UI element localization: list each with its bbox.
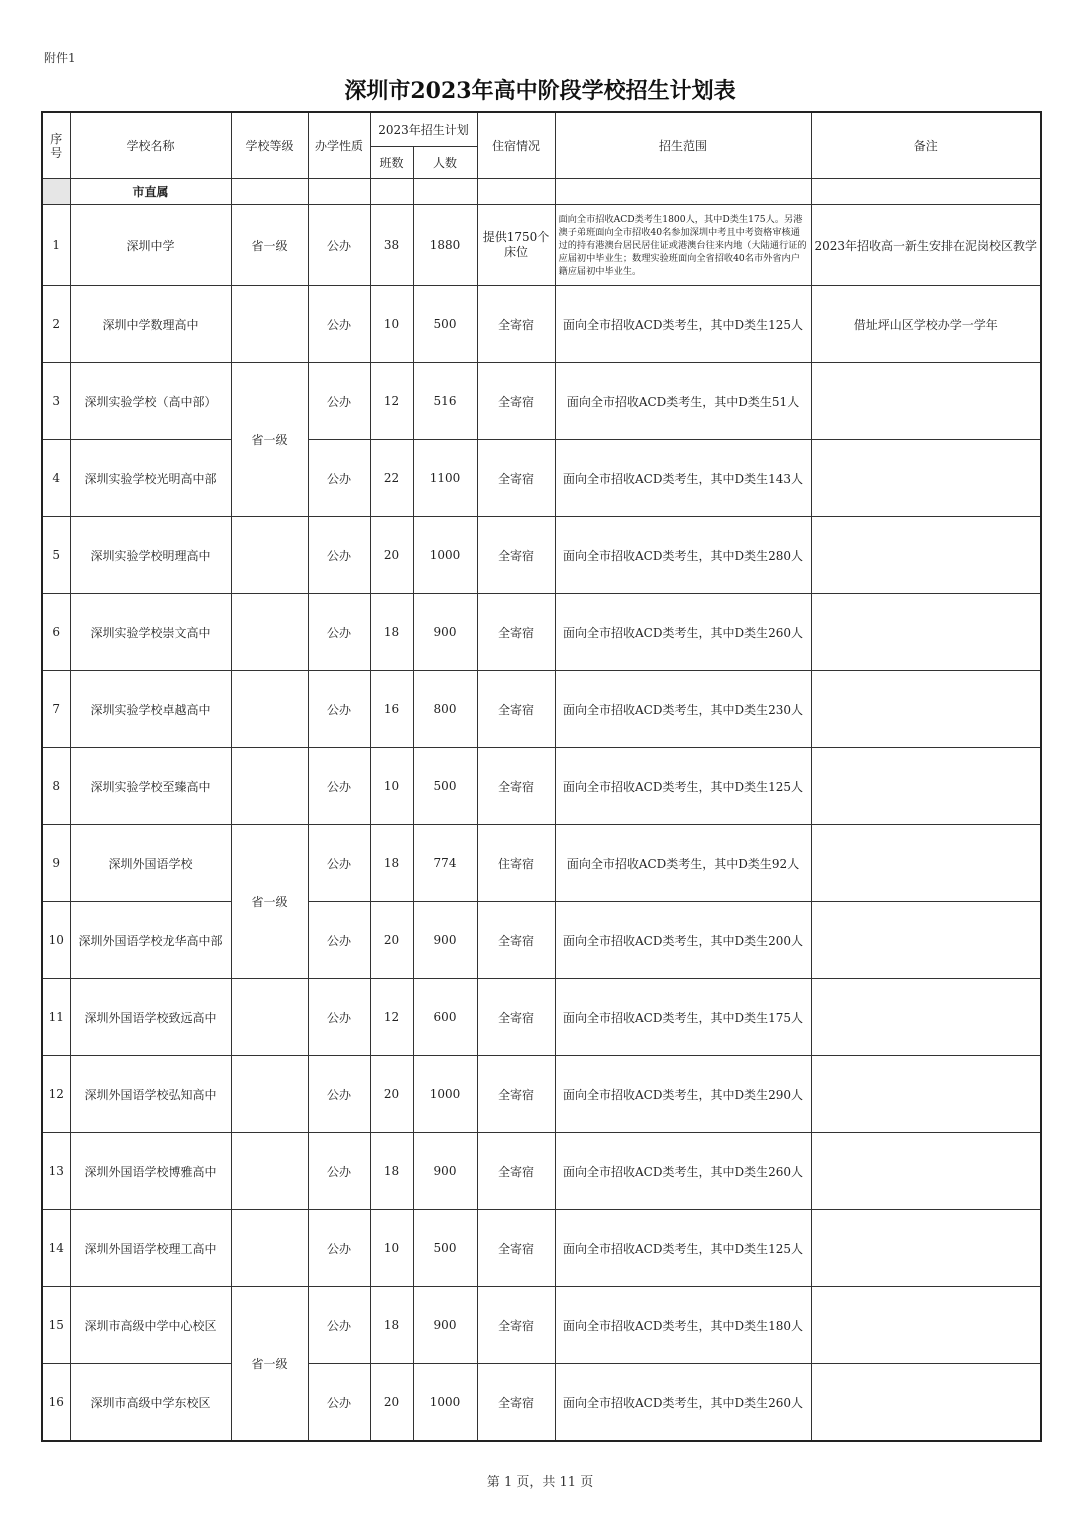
row-nature: 公办 bbox=[308, 1210, 370, 1287]
row-school-name: 深圳实验学校至臻高中 bbox=[70, 748, 231, 825]
row-students: 500 bbox=[413, 1210, 477, 1287]
row-dorm: 全寄宿 bbox=[477, 440, 555, 517]
table-row bbox=[42, 671, 1041, 748]
section-row bbox=[42, 179, 1041, 205]
row-seq: 16 bbox=[42, 1364, 70, 1442]
row-students: 900 bbox=[413, 902, 477, 979]
row-dorm: 全寄宿 bbox=[477, 1364, 555, 1442]
row-nature: 公办 bbox=[308, 902, 370, 979]
section-name: 市直属 bbox=[70, 179, 231, 205]
row-students: 1000 bbox=[413, 1364, 477, 1442]
row-dorm: 全寄宿 bbox=[477, 517, 555, 594]
row-range: 面向全市招收ACD类考生，其中D类生260人 bbox=[555, 1133, 811, 1210]
row-note bbox=[811, 517, 1041, 594]
row-range: 面向全市招收ACD类考生，其中D类生51人 bbox=[555, 363, 811, 440]
row-school-name: 深圳外国语学校 bbox=[70, 825, 231, 902]
row-level: 省一级 bbox=[231, 825, 308, 979]
header-students: 人数 bbox=[413, 147, 477, 179]
row-note bbox=[811, 1287, 1041, 1364]
row-school-name: 深圳中学数理高中 bbox=[70, 286, 231, 363]
footer-page-total: 11 bbox=[559, 1475, 577, 1490]
header-dorm: 住宿情况 bbox=[477, 112, 555, 179]
row-nature: 公办 bbox=[308, 440, 370, 517]
table-row bbox=[42, 1056, 1041, 1133]
row-students: 500 bbox=[413, 748, 477, 825]
row-school-name: 深圳外国语学校理工高中 bbox=[70, 1210, 231, 1287]
row-range: 面向全市招收ACD类考生，其中D类生260人 bbox=[555, 1364, 811, 1442]
row-classes: 20 bbox=[370, 517, 413, 594]
row-students: 800 bbox=[413, 671, 477, 748]
row-nature: 公办 bbox=[308, 1056, 370, 1133]
row-school-name: 深圳外国语学校弘知高中 bbox=[70, 1056, 231, 1133]
row-note: 借址坪山区学校办学一学年 bbox=[811, 286, 1041, 363]
row-classes: 38 bbox=[370, 205, 413, 286]
row-seq: 3 bbox=[42, 363, 70, 440]
row-classes: 20 bbox=[370, 1056, 413, 1133]
row-nature: 公办 bbox=[308, 748, 370, 825]
row-range: 面向全市招收ACD类考生，其中D类生260人 bbox=[555, 594, 811, 671]
header-nature: 办学性质 bbox=[308, 112, 370, 179]
row-classes: 16 bbox=[370, 671, 413, 748]
table-row bbox=[42, 286, 1041, 363]
row-level bbox=[231, 517, 308, 594]
row-school-name: 深圳实验学校崇文高中 bbox=[70, 594, 231, 671]
row-classes: 12 bbox=[370, 363, 413, 440]
row-note bbox=[811, 1364, 1041, 1442]
header-plan-group: 2023年招生计划 bbox=[370, 112, 477, 147]
table-row bbox=[42, 1210, 1041, 1287]
row-note bbox=[811, 979, 1041, 1056]
row-classes: 18 bbox=[370, 1133, 413, 1210]
footer-page-number: 1 bbox=[503, 1475, 513, 1490]
row-school-name: 深圳实验学校（高中部） bbox=[70, 363, 231, 440]
page-footer bbox=[0, 1471, 1080, 1490]
table-row bbox=[42, 440, 1041, 517]
row-school-name: 深圳外国语学校致远高中 bbox=[70, 979, 231, 1056]
table-body bbox=[42, 179, 1041, 1442]
row-students: 516 bbox=[413, 363, 477, 440]
section-blank-cell bbox=[231, 179, 308, 205]
row-classes: 18 bbox=[370, 1287, 413, 1364]
row-seq: 10 bbox=[42, 902, 70, 979]
row-nature: 公办 bbox=[308, 825, 370, 902]
row-dorm: 全寄宿 bbox=[477, 363, 555, 440]
section-blank-cell bbox=[413, 179, 477, 205]
table-header-row bbox=[42, 112, 1041, 147]
row-students: 500 bbox=[413, 286, 477, 363]
section-blank-cell bbox=[308, 179, 370, 205]
row-classes: 10 bbox=[370, 1210, 413, 1287]
row-seq: 7 bbox=[42, 671, 70, 748]
row-school-name: 深圳市高级中学中心校区 bbox=[70, 1287, 231, 1364]
table-row bbox=[42, 517, 1041, 594]
row-note: 2023年招收高一新生安排在泥岗校区教学 bbox=[811, 205, 1041, 286]
row-students: 1880 bbox=[413, 205, 477, 286]
row-seq: 14 bbox=[42, 1210, 70, 1287]
row-level bbox=[231, 594, 308, 671]
enrollment-plan-table bbox=[41, 111, 1042, 1442]
row-range: 面向全市招收ACD类考生，其中D类生280人 bbox=[555, 517, 811, 594]
row-classes: 10 bbox=[370, 748, 413, 825]
row-seq: 15 bbox=[42, 1287, 70, 1364]
row-seq: 6 bbox=[42, 594, 70, 671]
row-dorm: 全寄宿 bbox=[477, 1133, 555, 1210]
row-nature: 公办 bbox=[308, 979, 370, 1056]
row-students: 1000 bbox=[413, 1056, 477, 1133]
row-dorm: 提供1750个床位 bbox=[477, 205, 555, 286]
row-level bbox=[231, 286, 308, 363]
row-range: 面向全市招收ACD类考生，其中D类生180人 bbox=[555, 1287, 811, 1364]
row-students: 600 bbox=[413, 979, 477, 1056]
header-classes: 班数 bbox=[370, 147, 413, 179]
row-nature: 公办 bbox=[308, 205, 370, 286]
row-dorm: 全寄宿 bbox=[477, 1210, 555, 1287]
row-school-name: 深圳外国语学校博雅高中 bbox=[70, 1133, 231, 1210]
row-nature: 公办 bbox=[308, 594, 370, 671]
row-seq: 12 bbox=[42, 1056, 70, 1133]
row-range: 面向全市招收ACD类考生，其中D类生175人 bbox=[555, 979, 811, 1056]
row-school-name: 深圳实验学校卓越高中 bbox=[70, 671, 231, 748]
table-row bbox=[42, 902, 1041, 979]
row-students: 1000 bbox=[413, 517, 477, 594]
table-row bbox=[42, 1287, 1041, 1364]
section-blank-cell bbox=[811, 179, 1041, 205]
header-range: 招生范围 bbox=[555, 112, 811, 179]
footer-suffix: 页 bbox=[580, 1475, 594, 1490]
row-school-name: 深圳市高级中学东校区 bbox=[70, 1364, 231, 1442]
row-note bbox=[811, 1056, 1041, 1133]
row-range: 面向全市招收ACD类考生，其中D类生125人 bbox=[555, 1210, 811, 1287]
row-classes: 12 bbox=[370, 979, 413, 1056]
row-note bbox=[811, 748, 1041, 825]
row-level bbox=[231, 671, 308, 748]
row-level bbox=[231, 1056, 308, 1133]
section-blank-cell bbox=[477, 179, 555, 205]
footer-mid: 页，共 bbox=[516, 1475, 556, 1490]
row-nature: 公办 bbox=[308, 363, 370, 440]
table-row bbox=[42, 979, 1041, 1056]
row-dorm: 全寄宿 bbox=[477, 1287, 555, 1364]
row-range: 面向全市招收ACD类考生1800人，其中D类生175人。另港澳子弟班面向全市招收40名参加深圳中考且中考资格审核通过的持有港澳台居民居住证或港澳台往来内地（大陆通行证的应届初中毕业生；数理实验班面向全省招收40名市外省内户籍应届初中毕业生。 bbox=[555, 205, 811, 286]
row-nature: 公办 bbox=[308, 1133, 370, 1210]
row-range: 面向全市招收ACD类考生，其中D类生143人 bbox=[555, 440, 811, 517]
row-students: 900 bbox=[413, 1133, 477, 1210]
row-dorm: 全寄宿 bbox=[477, 1056, 555, 1133]
row-note bbox=[811, 1133, 1041, 1210]
row-classes: 20 bbox=[370, 1364, 413, 1442]
row-seq: 8 bbox=[42, 748, 70, 825]
row-dorm: 全寄宿 bbox=[477, 979, 555, 1056]
row-range: 面向全市招收ACD类考生，其中D类生200人 bbox=[555, 902, 811, 979]
row-range: 面向全市招收ACD类考生，其中D类生125人 bbox=[555, 748, 811, 825]
page-title: 深圳市2023年高中阶段学校招生计划表 bbox=[344, 78, 736, 104]
header-note: 备注 bbox=[811, 112, 1041, 179]
row-classes: 18 bbox=[370, 825, 413, 902]
row-seq: 4 bbox=[42, 440, 70, 517]
row-level: 省一级 bbox=[231, 1287, 308, 1442]
row-students: 900 bbox=[413, 1287, 477, 1364]
row-seq: 11 bbox=[42, 979, 70, 1056]
row-nature: 公办 bbox=[308, 1364, 370, 1442]
row-dorm: 住寄宿 bbox=[477, 825, 555, 902]
row-classes: 20 bbox=[370, 902, 413, 979]
section-blank-cell bbox=[42, 179, 70, 205]
row-seq: 13 bbox=[42, 1133, 70, 1210]
row-level: 省一级 bbox=[231, 205, 308, 286]
table-row bbox=[42, 748, 1041, 825]
row-level bbox=[231, 979, 308, 1056]
row-note bbox=[811, 363, 1041, 440]
row-level bbox=[231, 1133, 308, 1210]
row-level bbox=[231, 748, 308, 825]
header-seq: 序号 bbox=[42, 112, 70, 179]
row-classes: 18 bbox=[370, 594, 413, 671]
row-note bbox=[811, 1210, 1041, 1287]
table-row bbox=[42, 594, 1041, 671]
row-level: 省一级 bbox=[231, 363, 308, 517]
row-school-name: 深圳实验学校光明高中部 bbox=[70, 440, 231, 517]
row-range: 面向全市招收ACD类考生，其中D类生230人 bbox=[555, 671, 811, 748]
row-nature: 公办 bbox=[308, 517, 370, 594]
table-row bbox=[42, 1364, 1041, 1442]
row-classes: 22 bbox=[370, 440, 413, 517]
row-seq: 2 bbox=[42, 286, 70, 363]
row-nature: 公办 bbox=[308, 1287, 370, 1364]
row-school-name: 深圳外国语学校龙华高中部 bbox=[70, 902, 231, 979]
row-nature: 公办 bbox=[308, 671, 370, 748]
row-dorm: 全寄宿 bbox=[477, 671, 555, 748]
row-note bbox=[811, 902, 1041, 979]
row-dorm: 全寄宿 bbox=[477, 902, 555, 979]
footer-prefix: 第 bbox=[486, 1475, 500, 1490]
section-blank-cell bbox=[370, 179, 413, 205]
row-students: 900 bbox=[413, 594, 477, 671]
attachment-label: 附件1 bbox=[44, 51, 76, 65]
row-range: 面向全市招收ACD类考生，其中D类生290人 bbox=[555, 1056, 811, 1133]
section-blank-cell bbox=[555, 179, 811, 205]
row-nature: 公办 bbox=[308, 286, 370, 363]
table-row bbox=[42, 363, 1041, 440]
row-note bbox=[811, 440, 1041, 517]
table-row bbox=[42, 825, 1041, 902]
row-range: 面向全市招收ACD类考生，其中D类生125人 bbox=[555, 286, 811, 363]
row-seq: 1 bbox=[42, 205, 70, 286]
row-range: 面向全市招收ACD类考生，其中D类生92人 bbox=[555, 825, 811, 902]
row-note bbox=[811, 825, 1041, 902]
header-school-name: 学校名称 bbox=[70, 112, 231, 179]
row-school-name: 深圳实验学校明理高中 bbox=[70, 517, 231, 594]
row-dorm: 全寄宿 bbox=[477, 594, 555, 671]
row-classes: 10 bbox=[370, 286, 413, 363]
table-row bbox=[42, 205, 1041, 286]
row-level bbox=[231, 1210, 308, 1287]
row-note bbox=[811, 594, 1041, 671]
header-level: 学校等级 bbox=[231, 112, 308, 179]
table-row bbox=[42, 1133, 1041, 1210]
row-seq: 5 bbox=[42, 517, 70, 594]
row-seq: 9 bbox=[42, 825, 70, 902]
row-students: 774 bbox=[413, 825, 477, 902]
row-students: 1100 bbox=[413, 440, 477, 517]
row-school-name: 深圳中学 bbox=[70, 205, 231, 286]
row-dorm: 全寄宿 bbox=[477, 286, 555, 363]
row-dorm: 全寄宿 bbox=[477, 748, 555, 825]
row-note bbox=[811, 671, 1041, 748]
